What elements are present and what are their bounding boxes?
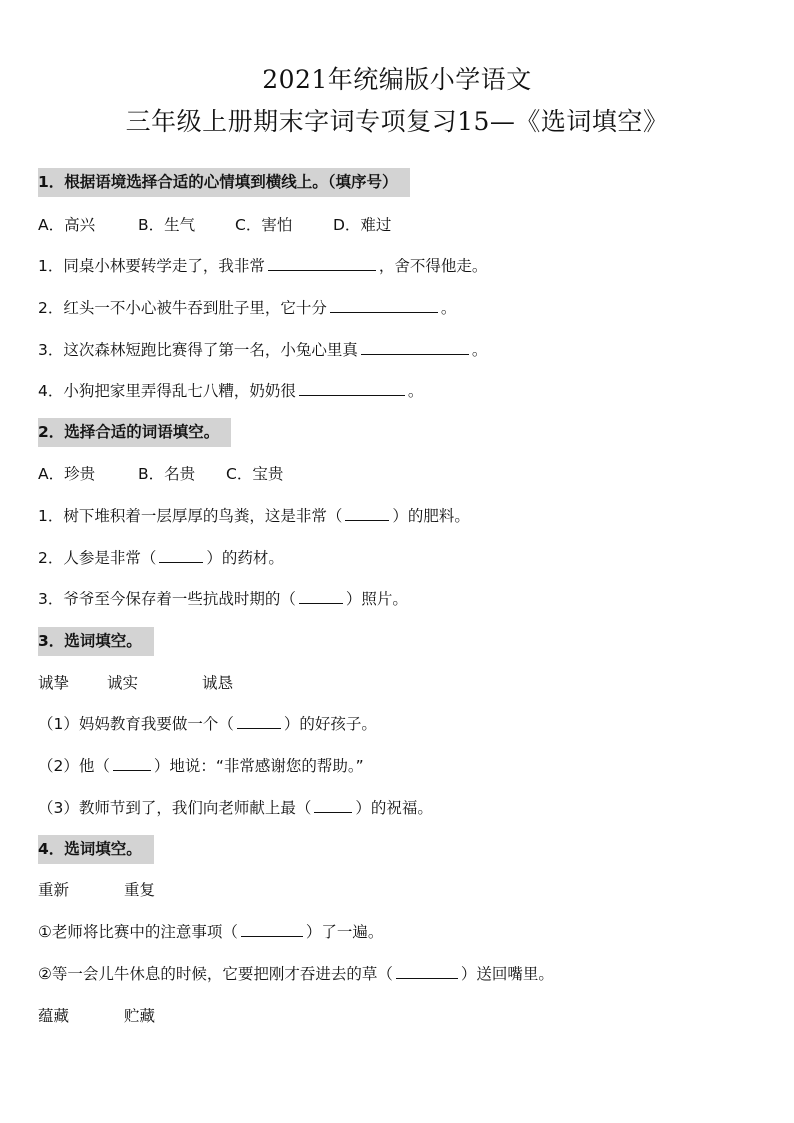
item-text: ）照片。 [345, 590, 408, 608]
item-text: 2．红头一不小心被牛吞到肚子里，它十分 [38, 299, 327, 317]
item-text: ）的肥料。 [392, 507, 470, 525]
item-text: （3）教师节到了，我们向老师献上最（ [38, 799, 312, 817]
option-b: B．名贵 [138, 465, 196, 483]
option-c: C．宝贵 [226, 465, 284, 483]
item-text: ，舍不得他走。 [378, 257, 488, 275]
item-text: 4．小狗把家里弄得乱七八糟，奶奶很 [38, 382, 296, 400]
page-title-line2: 三年级上册期末字词专项复习15—《选词填空》 [125, 107, 669, 136]
question-4-item-2 [38, 962, 554, 986]
option-a: A．高兴 [38, 216, 96, 234]
question-2-item-2 [38, 546, 284, 570]
item-text: 3．这次森林短跑比赛得了第一名，小兔心里真 [38, 341, 358, 359]
answer-blank[interactable] [396, 962, 458, 979]
question-2-heading: 2．选择合适的词语填空。 [38, 418, 231, 447]
word-option: 诚实 [107, 674, 139, 692]
question-2-item-3 [38, 587, 408, 611]
item-text: ）了一遍。 [305, 923, 384, 941]
answer-blank[interactable] [345, 504, 389, 521]
answer-blank[interactable] [113, 754, 151, 771]
item-text: 1．同桌小林要转学走了，我非常 [38, 257, 265, 275]
word-option: 重新 [38, 881, 70, 899]
answer-blank[interactable] [314, 796, 352, 813]
item-text: 。 [440, 299, 457, 317]
item-text: 。 [471, 341, 488, 359]
item-text: ①老师将比赛中的注意事项（ [38, 923, 238, 941]
option-a: A．珍贵 [38, 465, 96, 483]
item-text: ）的好孩子。 [283, 715, 377, 733]
answer-blank[interactable] [299, 379, 405, 396]
question-1-item-3 [38, 338, 487, 362]
word-option: 贮藏 [124, 1007, 156, 1025]
answer-blank[interactable] [159, 546, 203, 563]
answer-blank[interactable] [361, 338, 469, 355]
question-1-item-1 [38, 254, 487, 278]
item-text: ②等一会儿牛休息的时候，它要把刚才吞进去的草（ [38, 965, 393, 983]
answer-blank[interactable] [241, 920, 303, 937]
word-option: 诚恳 [202, 674, 234, 692]
page-title-line1: 2021年统编版小学语文 [262, 65, 532, 94]
word-option: 蕴藏 [38, 1007, 70, 1025]
question-2-item-1 [38, 504, 470, 528]
word-option: 诚挚 [38, 674, 70, 692]
question-3-item-2 [38, 754, 364, 778]
answer-blank[interactable] [268, 254, 376, 271]
option-b: B．生气 [138, 216, 196, 234]
question-1-heading: 1．根据语境选择合适的心情填到横线上。（填序号） [38, 168, 410, 197]
item-text: ）的药材。 [206, 549, 284, 567]
item-text: 2．人参是非常（ [38, 549, 157, 567]
answer-blank[interactable] [237, 712, 281, 729]
question-3-item-1 [38, 712, 377, 736]
option-d: D．难过 [333, 216, 392, 234]
item-text: （2）他（ [38, 757, 110, 775]
word-option: 重复 [124, 881, 156, 899]
question-3-words [38, 671, 233, 695]
question-1-item-4 [38, 379, 423, 403]
option-c: C．害怕 [235, 216, 293, 234]
question-4-words [38, 878, 155, 902]
question-2-options [38, 462, 283, 486]
item-text: ）送回嘴里。 [460, 965, 554, 983]
item-text: 。 [407, 382, 424, 400]
question-3-heading: 3．选词填空。 [38, 627, 154, 656]
question-4-words-2 [38, 1004, 155, 1028]
item-text: 1．树下堆积着一层厚厚的鸟粪，这是非常（ [38, 507, 343, 525]
answer-blank[interactable] [330, 296, 438, 313]
item-text: ）的祝福。 [355, 799, 433, 817]
item-text: ）地说：“非常感谢您的帮助。” [153, 757, 364, 775]
question-4-heading: 4．选词填空。 [38, 835, 154, 864]
question-1-item-2 [38, 296, 456, 320]
answer-blank[interactable] [299, 587, 343, 604]
question-3-item-3 [38, 796, 433, 820]
question-4-item-1 [38, 920, 383, 944]
item-text: 3．爷爷至今保存着一些抗战时期的（ [38, 590, 296, 608]
question-1-options [38, 213, 391, 237]
item-text: （1）妈妈教育我要做一个（ [38, 715, 234, 733]
